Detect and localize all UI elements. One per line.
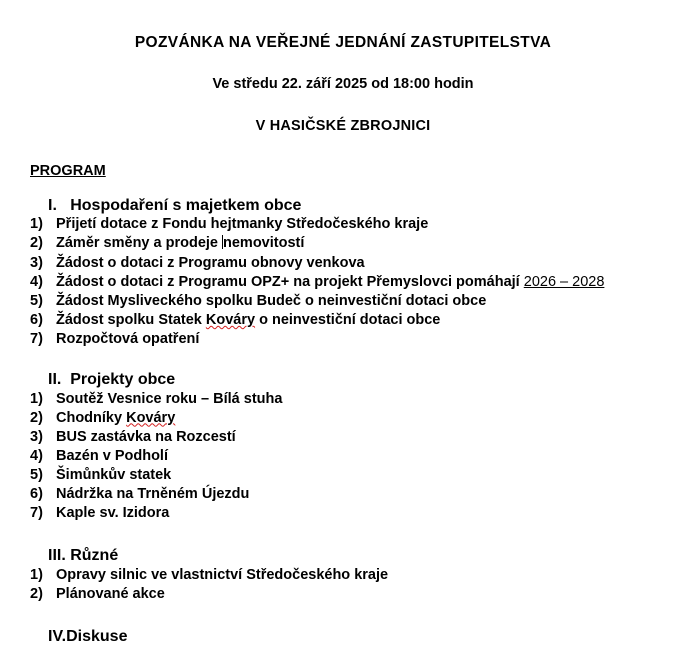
list-item bbox=[0, 273, 686, 292]
list-item-number: 1) bbox=[30, 216, 43, 233]
list-item-number: 6) bbox=[30, 311, 43, 328]
document-header bbox=[0, 0, 686, 135]
list-item-text bbox=[56, 409, 175, 428]
list-item-number: 5) bbox=[30, 292, 43, 309]
list-item bbox=[0, 390, 686, 409]
list-item-text-before: Chodníky bbox=[56, 409, 127, 426]
section-iii-item-list bbox=[0, 566, 686, 604]
section-ii-heading: II. Projekty obce bbox=[48, 371, 176, 389]
list-item-text-main: Žádost o dotaci z Programu OPZ+ na projekt Přemyslovci pomáhají bbox=[56, 273, 524, 290]
list-item-text: Soutěž Vesnice roku – Bílá stuha bbox=[56, 390, 283, 407]
list-item-text-before-caret: Záměr směny a prodeje bbox=[56, 235, 223, 252]
list-item bbox=[0, 234, 686, 253]
list-item-number: 2) bbox=[30, 235, 43, 252]
list-item bbox=[0, 566, 686, 585]
document-venue: V HASIČSKÉ ZBROJNICI bbox=[255, 117, 431, 134]
list-item-number: 7) bbox=[30, 331, 43, 348]
list-item-text-after-caret: nemovitostí bbox=[223, 235, 305, 252]
section-iv-heading: IV.Diskuse bbox=[48, 628, 128, 646]
list-item-number: 6) bbox=[30, 486, 43, 503]
list-item-number: 4) bbox=[30, 447, 43, 464]
list-item-number: 7) bbox=[30, 505, 43, 522]
list-item-text: Opravy silnic ve vlastnictví Středočeského kraje bbox=[56, 566, 389, 583]
section-i bbox=[0, 179, 686, 349]
list-item-text-after: o neinvestiční dotaci obce bbox=[255, 311, 441, 328]
list-item bbox=[0, 311, 686, 330]
list-item-number: 3) bbox=[30, 254, 43, 271]
list-item-text bbox=[56, 234, 304, 253]
list-item-text bbox=[56, 311, 440, 330]
list-item bbox=[0, 254, 686, 273]
list-item-text: Plánované akce bbox=[56, 585, 165, 602]
list-item bbox=[0, 292, 686, 311]
list-item bbox=[0, 409, 686, 428]
list-item bbox=[0, 585, 686, 604]
list-item-text: Rozpočtová opatření bbox=[56, 331, 200, 348]
list-item-number: 3) bbox=[30, 428, 43, 445]
list-item-text: Nádržka na Trněném Újezdu bbox=[56, 486, 250, 503]
list-item-number: 1) bbox=[30, 390, 43, 407]
section-ii-item-list bbox=[0, 390, 686, 524]
section-i-heading: I. Hospodaření s majetkem obce bbox=[48, 196, 302, 214]
list-item bbox=[0, 428, 686, 447]
list-item-text: BUS zastávka na Rozcestí bbox=[56, 428, 236, 445]
document-title: POZVÁNKA NA VEŘEJNÉ JEDNÁNÍ ZASTUPITELSTVA bbox=[134, 34, 552, 51]
misspelled-word: Kováry bbox=[205, 311, 256, 328]
list-item-text: Přijetí dotace z Fondu hejtmanky Středočeského kraje bbox=[56, 216, 429, 233]
list-item bbox=[0, 447, 686, 466]
list-item-text: Žádost Mysliveckého spolku Budeč o neinvestiční dotaci obce bbox=[56, 292, 487, 309]
section-iii-heading: III. Různé bbox=[48, 547, 119, 565]
list-item-text: Bazén v Podholí bbox=[56, 447, 168, 464]
program-label: PROGRAM bbox=[30, 162, 106, 179]
section-iv bbox=[0, 604, 686, 646]
list-item-number: 5) bbox=[30, 467, 43, 484]
list-item-text bbox=[56, 273, 604, 292]
section-iii bbox=[0, 523, 686, 604]
list-item-number: 2) bbox=[30, 409, 43, 426]
date-range-underlined: 2026 – 2028 bbox=[523, 273, 605, 290]
list-item-text: Kaple sv. Izidora bbox=[56, 505, 170, 522]
list-item bbox=[0, 330, 686, 349]
list-item bbox=[0, 466, 686, 485]
section-ii bbox=[0, 349, 686, 523]
list-item bbox=[0, 504, 686, 523]
list-item-text: Žádost o dotaci z Programu obnovy venkova bbox=[56, 254, 365, 271]
list-item-text-before: Žádost spolku Statek bbox=[56, 311, 206, 328]
list-item bbox=[0, 215, 686, 234]
list-item-number: 1) bbox=[30, 566, 43, 583]
list-item-number: 4) bbox=[30, 273, 43, 290]
section-i-item-list bbox=[0, 215, 686, 349]
list-item bbox=[0, 485, 686, 504]
list-item-text: Šimůnkův statek bbox=[56, 467, 172, 484]
document-subtitle-datetime: Ve středu 22. září 2025 od 18:00 hodin bbox=[212, 76, 474, 93]
misspelled-word: Kováry bbox=[126, 409, 176, 426]
list-item-number: 2) bbox=[30, 585, 43, 602]
